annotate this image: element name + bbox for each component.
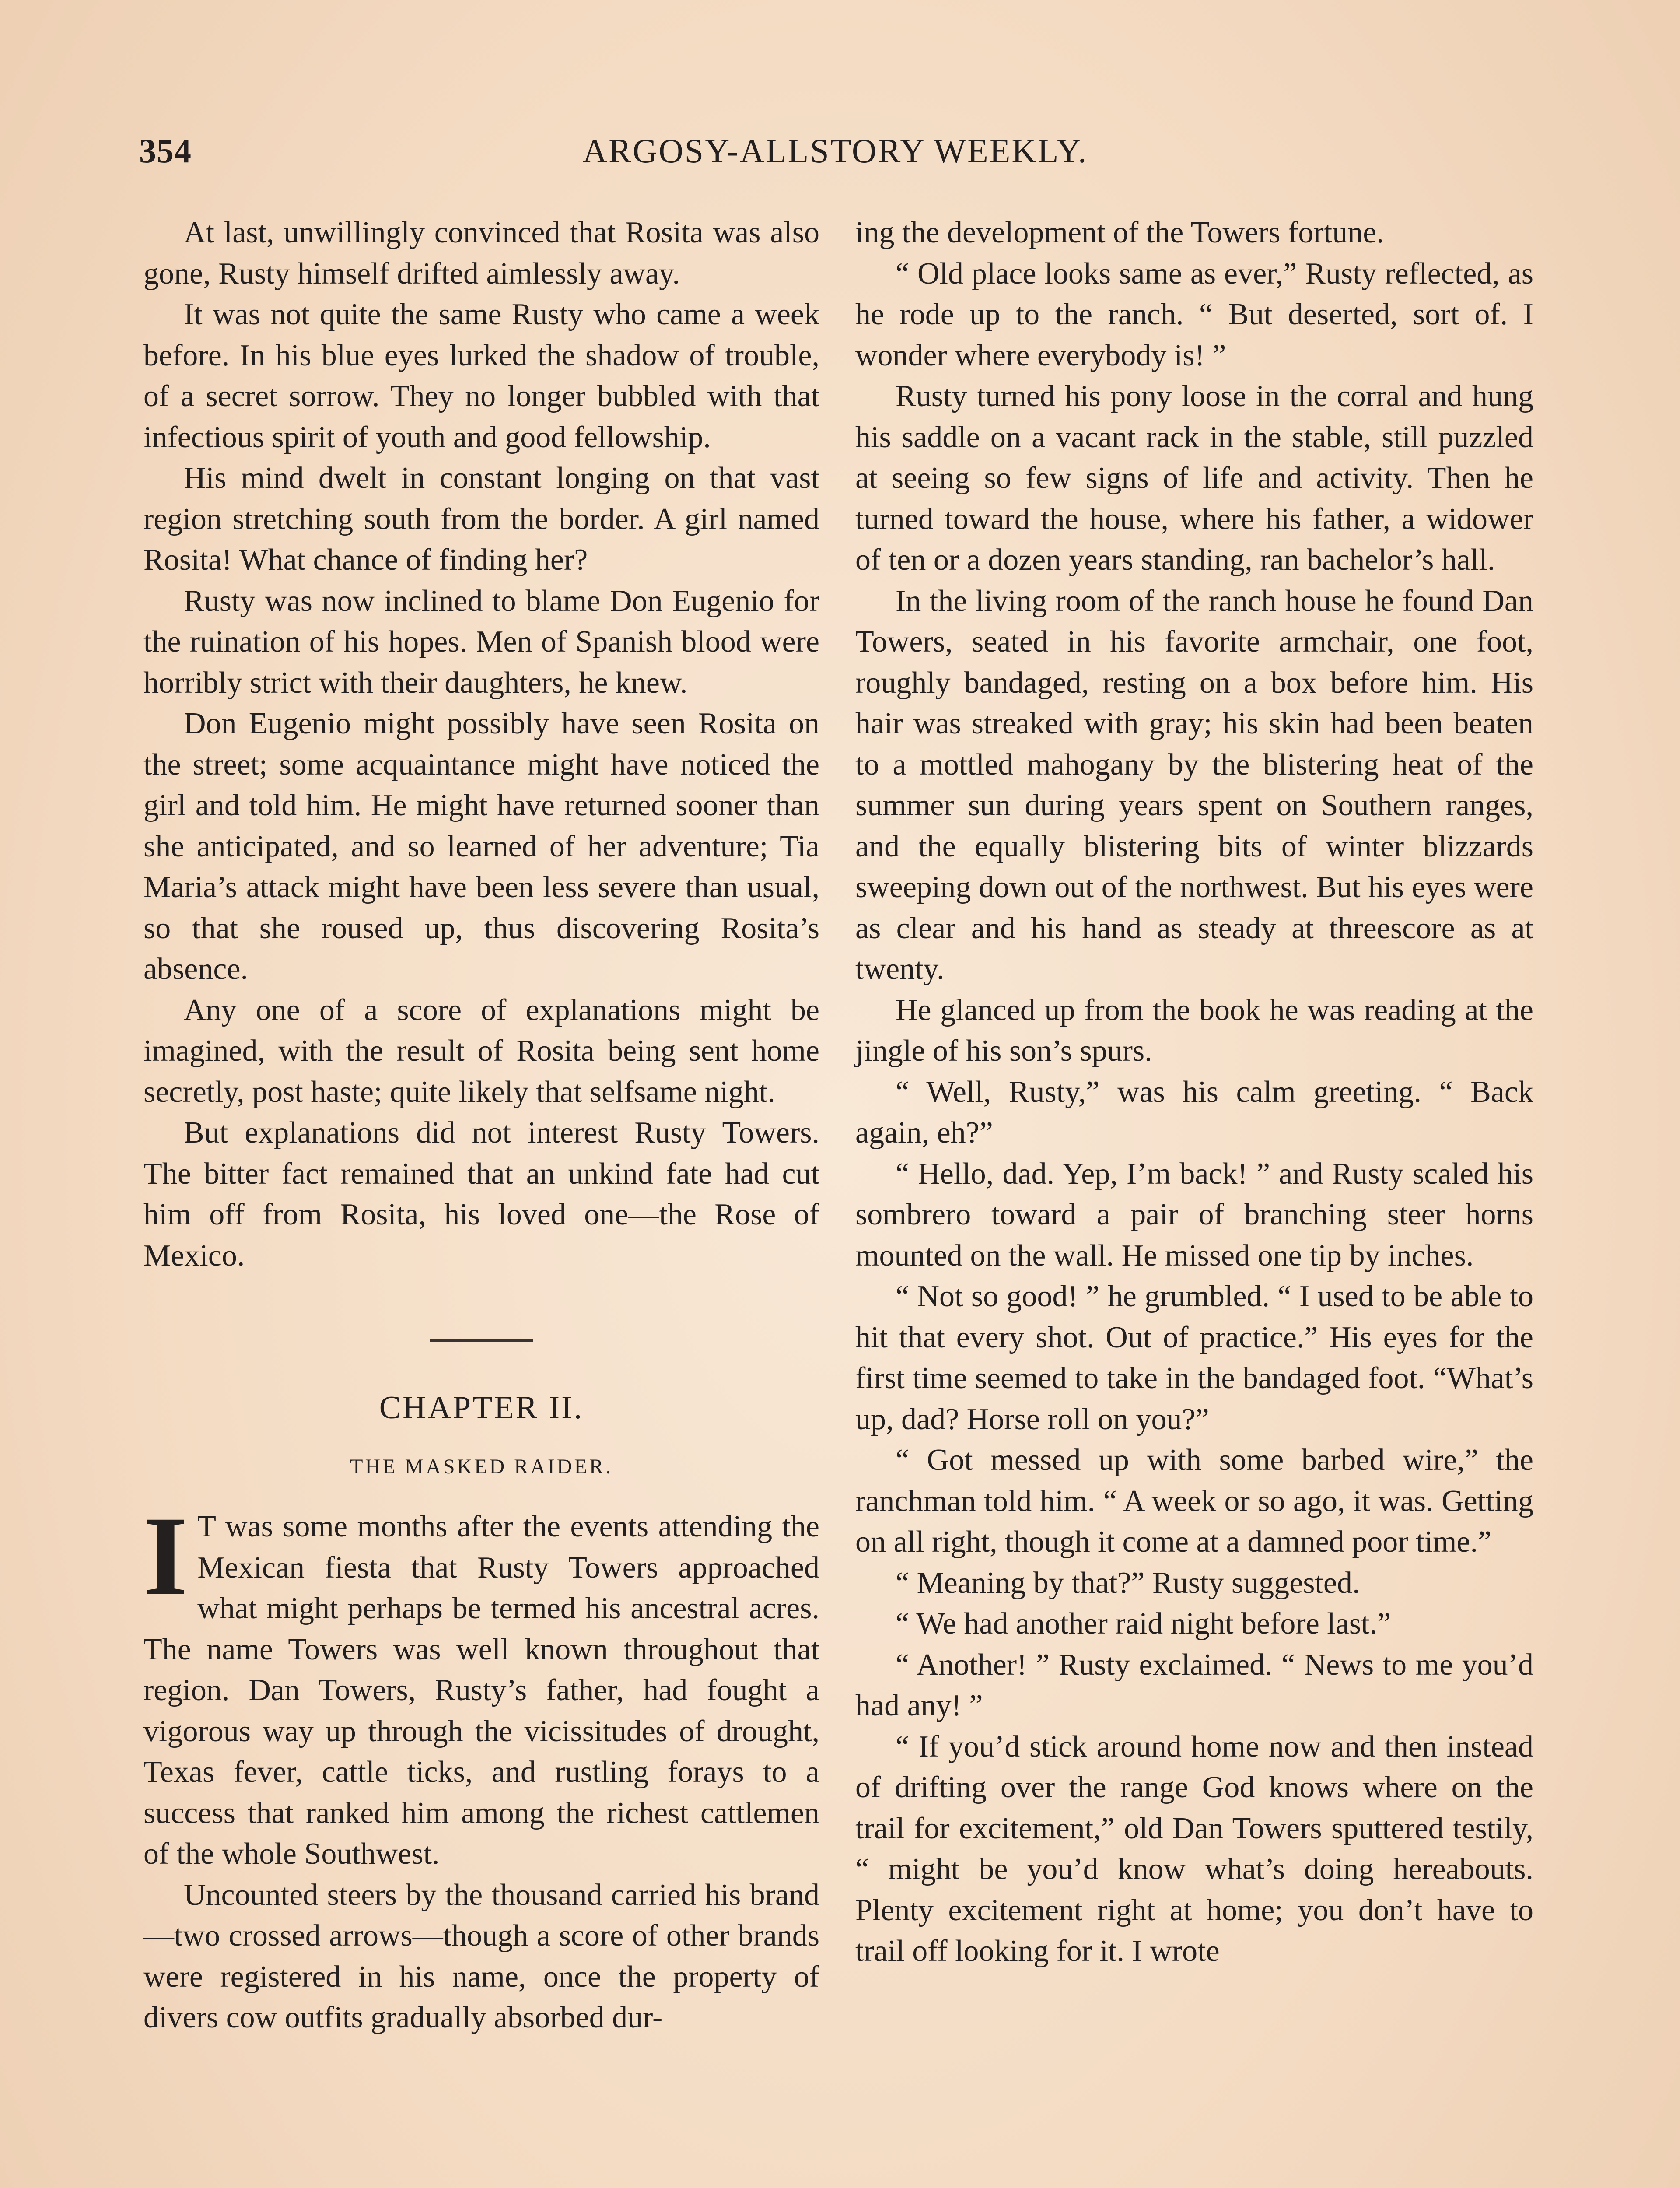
paragraph: “ Another! ” Rusty exclaimed. “ News to me you’d had any! ”	[855, 1648, 1533, 1722]
paragraph: Any one of a score of explanations might be imagined, with the result of Rosita being sent home secretly, post haste; quite likely that selfsame night.	[144, 993, 819, 1109]
continued-paragraph: ing the development of the Towers fortune.	[855, 216, 1384, 249]
paragraph: “ If you’d stick around home now and then instead of drifting over the range God knows where on the trail for excitement,” old Dan Towers sputtered testily, “ might be you’d know what’s doing hereabouts. Plenty excitement right at home; you don’t have to trail off looking for it. I wrote	[855, 1729, 1533, 1968]
chapter-subtitle: THE MASKED RAIDER.	[350, 1455, 613, 1478]
paragraph: At last, unwillingly convinced that Rosita was also gone, Rusty himself drifted aimlessly away.	[144, 216, 819, 291]
paragraph: “ Not so good! ” he grumbled. “ I used to be able to hit that every shot. Out of practice.” His eyes for the first time seemed to take in the bandaged foot. “What’s up, dad? Horse roll on you?”	[855, 1280, 1533, 1436]
chapter-opening-paragraph	[144, 1493, 819, 1875]
paragraph: Don Eugenio might possibly have seen Rosita on the street; some acquaintance might have noticed the girl and told him. He might have returned sooner than she anticipated, and so learned of her adventure; Tia Maria’s attack might have been less severe than usual, so that she roused up, thus discovering Rosita’s absence.	[144, 707, 819, 986]
paragraph: “ Old place looks same as ever,” Rusty reflected, as he rode up to the ranch. “ But deserted, sort of. I wonder where everybody is! ”	[855, 256, 1533, 372]
section-divider	[430, 1339, 533, 1342]
drop-cap: I	[144, 1493, 188, 1619]
paragraph: His mind dwelt in constant longing on that vast region stretching south from the border. A girl named Rosita! What chance of finding her?	[144, 461, 819, 577]
paragraph: Rusty was now inclined to blame Don Eugenio for the ruination of his hopes. Men of Spanish blood were horribly strict with their daughters, he knew.	[144, 584, 819, 700]
left-column	[144, 212, 819, 2038]
opening-text: T was some months after the events attending the Mexican fiesta that Rusty Towers approached what might perhaps be termed his ancestral acres. The name Towers was well known throughout that region. Dan Towers, Rusty’s father, had fought a vigorous way up through the vicissitudes of drought, Texas fever, cattle ticks, and rustling forays to a success that ranked him among the richest cattlemen of the whole Southwest.	[144, 1510, 819, 1871]
running-title: ARGOSY-ALLSTORY WEEKLY.	[582, 132, 1088, 170]
paragraph: It was not quite the same Rusty who came a week before. In his blue eyes lurked the shadow of trouble, of a secret sorrow. They no longer bubbled with that infectious spirit of youth and good fellowship.	[144, 298, 819, 454]
chapter-heading: CHAPTER II.	[379, 1390, 584, 1426]
paragraph: But explanations did not interest Rusty Towers. The bitter fact remained that an unkind fate had cut him off from Rosita, his loved one—the Rose of Mexico.	[144, 1116, 819, 1273]
paragraph: “ We had another raid night before last.”	[896, 1607, 1391, 1641]
paragraph: Rusty turned his pony loose in the corral and hung his saddle on a vacant rack in the stable, still puzzled at seeing so few signs of life and activity. Then he turned toward the house, where his father, a widower of ten or a dozen years standing, ran bachelor’s hall.	[855, 379, 1533, 577]
paragraph: Uncounted steers by the thousand carried his brand—two crossed arrows—though a score of other brands were registered in his name, once the property of divers cow outfits gradually absorbed dur-	[144, 1878, 819, 2034]
paragraph: “ Well, Rusty,” was his calm greeting. “ Back again, eh?”	[855, 1075, 1533, 1150]
paragraph: “ Got messed up with some barbed wire,” the ranchman told him. “ A week or so ago, it was. Getting on all right, though it come at a damned poor time.”	[855, 1443, 1533, 1559]
right-column	[855, 212, 1533, 1972]
paragraph: “ Meaning by that?” Rusty suggested.	[896, 1566, 1360, 1600]
paragraph: He glanced up from the book he was reading at the jingle of his son’s spurs.	[855, 993, 1533, 1068]
paragraph: “ Hello, dad. Yep, I’m back! ” and Rusty scaled his sombrero toward a pair of branching steer horns mounted on the wall. He missed one tip by inches.	[855, 1157, 1533, 1273]
page-header	[139, 127, 1531, 175]
page-number: 354	[139, 132, 192, 170]
paragraph: In the living room of the ranch house he found Dan Towers, seated in his favorite armchair, one foot, roughly bandaged, resting on a box before him. His hair was streaked with gray; his skin had been beaten to a mottled mahogany by the blistering heat of the summer sun during years spent on Southern ranges, and the equally blistering bits of winter blizzards sweeping down out of the northwest. But his eyes were as clear and his hand as steady at threescore as at twenty.	[855, 584, 1533, 986]
